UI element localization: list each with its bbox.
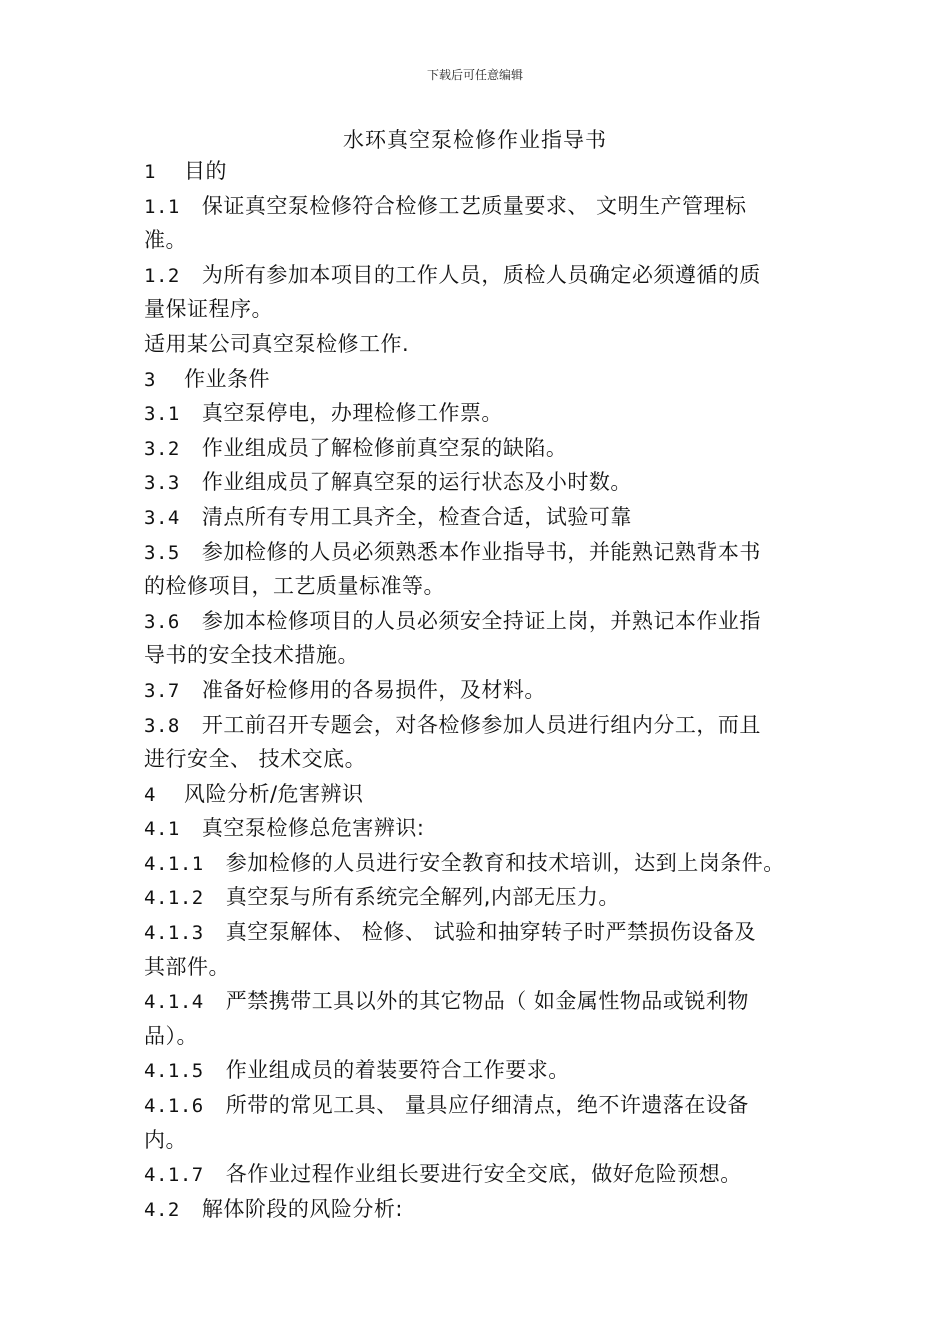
- text-line: [144, 569, 814, 604]
- text-line: [144, 189, 814, 224]
- line-text: 导书的安全技术措施。: [144, 643, 359, 668]
- section-number: 3.6: [144, 610, 180, 633]
- line-text: 作业条件: [183, 366, 270, 391]
- text-line: [144, 915, 814, 950]
- line-text: 参加检修的人员进行安全教育和技术培训，达到上岗条件。: [225, 850, 785, 875]
- section-number: 3.2: [144, 437, 180, 460]
- line-text: 作业组成员了解检修前真空泵的缺陷。: [201, 435, 568, 460]
- section-number: 4.1.5: [144, 1060, 204, 1083]
- line-text: 作业组成员了解真空泵的运行状态及小时数。: [201, 470, 632, 495]
- section-number: 3.1: [144, 403, 180, 426]
- text-line: [144, 500, 814, 535]
- text-line: [144, 535, 814, 570]
- text-line: [144, 638, 814, 673]
- text-line: [144, 154, 814, 189]
- text-line: [144, 950, 814, 985]
- line-text: 风险分析/危害辨识: [183, 781, 364, 806]
- section-number: 4.1.4: [144, 991, 204, 1014]
- line-text: 清点所有专用工具齐全，检查合适，试验可靠: [201, 504, 632, 529]
- line-text: 的检修项目，工艺质量标准等。: [144, 574, 445, 599]
- text-line: [144, 604, 814, 639]
- line-text: 进行安全、 技术交底。: [144, 747, 367, 772]
- line-text: 准。: [144, 228, 187, 253]
- text-line: [144, 811, 814, 846]
- line-text: 为所有参加本项目的工作人员，质检人员确定必须遵循的质: [201, 262, 761, 287]
- text-line: [144, 258, 814, 293]
- text-line: [144, 431, 814, 466]
- line-text: 作业组成员的着装要符合工作要求。: [225, 1058, 570, 1083]
- line-text: 真空泵停电，办理检修工作票。: [201, 401, 503, 426]
- text-line: [144, 1157, 814, 1192]
- line-text: 参加本检修项目的人员必须安全持证上岗，并熟记本作业指: [201, 608, 761, 633]
- section-number: 4: [144, 783, 156, 806]
- text-line: [144, 327, 814, 362]
- text-line: [144, 223, 814, 258]
- text-line: [144, 292, 814, 327]
- section-number: 3.8: [144, 714, 180, 737]
- text-line: [144, 673, 814, 708]
- text-line: [144, 777, 814, 812]
- section-number: 4.2: [144, 1198, 180, 1221]
- line-text: 各作业过程作业组长要进行安全交底，做好危险预想。: [225, 1162, 742, 1187]
- section-number: 4.1.7: [144, 1164, 204, 1187]
- text-line: [144, 1053, 814, 1088]
- section-number: 1: [144, 161, 156, 183]
- text-line: [144, 1019, 814, 1054]
- section-number: 1.1: [144, 195, 180, 218]
- section-number: 3: [144, 368, 156, 391]
- text-line: [144, 1123, 814, 1158]
- line-text: 目的: [183, 159, 227, 183]
- text-line: [144, 396, 814, 431]
- line-text: 解体阶段的风险分析:: [201, 1196, 403, 1221]
- text-line: [144, 846, 814, 881]
- line-text: 量保证程序。: [144, 297, 273, 322]
- line-text: 其部件。: [144, 954, 230, 979]
- text-line: [144, 880, 814, 915]
- section-number: 4.1.3: [144, 922, 204, 945]
- text-line: [144, 708, 814, 743]
- section-number: 1.2: [144, 264, 180, 287]
- section-number: 4.1: [144, 818, 180, 841]
- line-text: 所带的常见工具、 量具应仔细清点，绝不许遗落在设备: [225, 1093, 749, 1118]
- section-number: 3.4: [144, 506, 180, 529]
- section-number: 3.5: [144, 541, 180, 564]
- line-text: 准备好检修用的各易损件，及材料。: [201, 677, 546, 702]
- text-line: [144, 362, 814, 397]
- section-number: 4.1.2: [144, 887, 204, 910]
- document-title: 水环真空泵检修作业指导书: [343, 128, 607, 152]
- section-number: 4.1.1: [144, 852, 204, 875]
- line-text: 严禁携带工具以外的其它物品（ 如金属性物品或锐利物: [225, 989, 749, 1014]
- text-line: [144, 1192, 814, 1227]
- line-text: 适用某公司真空泵检修工作.: [144, 331, 410, 356]
- line-text: 内。: [144, 1127, 187, 1152]
- line-text: 参加检修的人员必须熟悉本作业指导书，并能熟记熟背本书: [201, 539, 761, 564]
- text-line: [144, 1088, 814, 1123]
- line-text: 真空泵检修总危害辨识:: [201, 816, 425, 841]
- text-line: [144, 984, 814, 1019]
- text-line: [144, 465, 814, 500]
- line-text: 真空泵解体、 检修、 试验和抽穿转子时严禁损伤设备及: [225, 920, 757, 945]
- document-body: [144, 154, 814, 1226]
- line-text: 保证真空泵检修符合检修工艺质量要求、 文明生产管理标: [201, 193, 747, 218]
- section-number: 4.1.6: [144, 1095, 204, 1118]
- line-text: 品）。: [144, 1023, 198, 1048]
- line-text: 开工前召开专题会，对各检修参加人员进行组内分工，而且: [201, 712, 761, 737]
- section-number: 3.7: [144, 679, 180, 702]
- line-text: 真空泵与所有系统完全解列,内部无压力。: [225, 885, 620, 910]
- section-number: 3.3: [144, 472, 180, 495]
- text-line: [144, 742, 814, 777]
- header-note: 下载后可任意编辑: [426, 68, 523, 82]
